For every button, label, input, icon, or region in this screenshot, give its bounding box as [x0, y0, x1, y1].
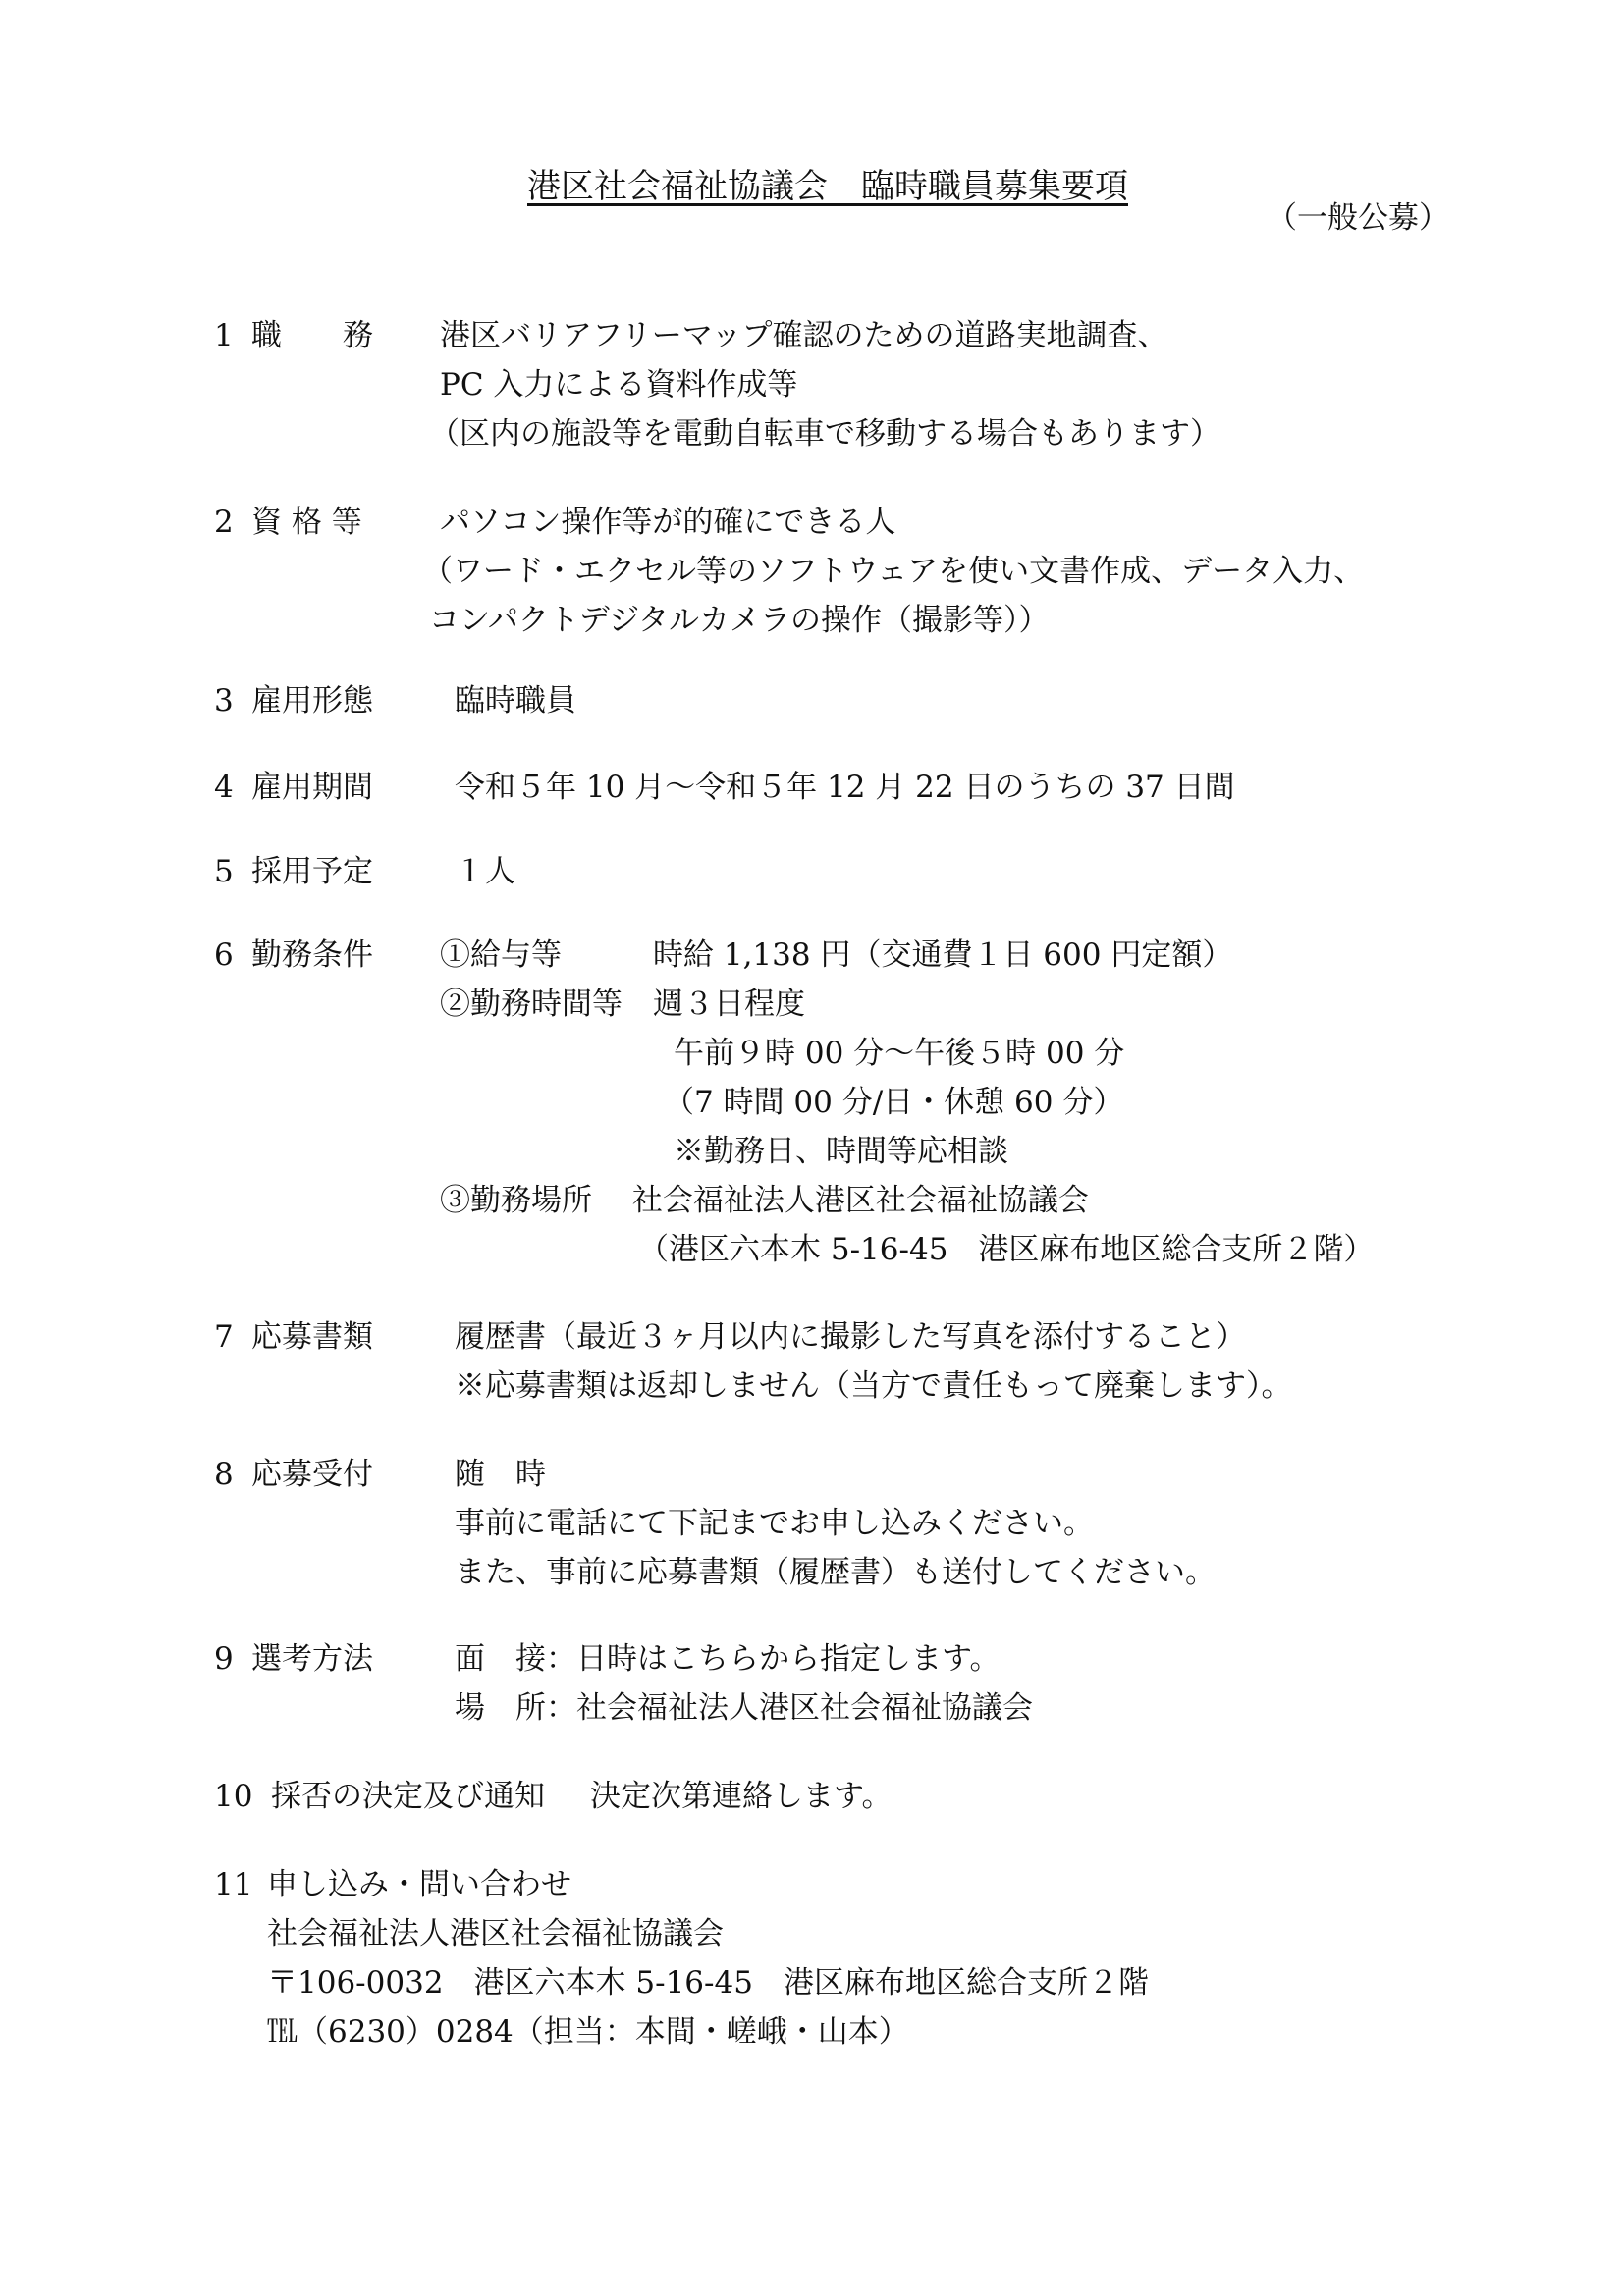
- item-5-label: 採用予定: [251, 854, 373, 889]
- item-3-line-1: 臨時職員: [455, 683, 576, 719]
- item-5-line-1: １人: [455, 854, 515, 889]
- item-6-line-7: （港区六本木 5-16-45 港区麻布地区総合支所２階）: [638, 1232, 1375, 1267]
- item-1-label: 職 務: [251, 318, 373, 353]
- item-6-line-2: ②勤務時間等 週３日程度: [440, 987, 805, 1022]
- page-subtitle: （一般公募）: [1267, 200, 1449, 236]
- item-9-number: 9: [214, 1641, 234, 1677]
- item-11-line-3: ℡（6230）0284（担当：本間・嵯峨・山本）: [267, 2014, 909, 2050]
- item-9-line-1: 面 接：日時はこちらから指定します。: [455, 1641, 1001, 1677]
- item-11-label: 申し込み・問い合わせ: [267, 1867, 571, 1902]
- item-9-label: 選考方法: [251, 1641, 373, 1677]
- item-1-line-2: PC 入力による資料作成等: [440, 367, 798, 402]
- item-8-line-3: また、事前に応募書類（履歴書）も送付してください。: [455, 1555, 1216, 1590]
- item-10-line-1: 決定次第連絡します。: [590, 1779, 893, 1814]
- item-4-label: 雇用期間: [251, 770, 373, 805]
- item-7-line-1: 履歴書（最近３ヶ月以内に撮影した写真を添付すること）: [455, 1319, 1246, 1355]
- item-9-line-2: 場 所：社会福祉法人港区社会福祉協議会: [455, 1690, 1033, 1726]
- item-10-number: 10: [214, 1779, 253, 1814]
- item-7-label: 応募書類: [251, 1319, 373, 1355]
- item-7-line-2: ※応募書類は返却しません（当方で責任もって廃棄します）。: [455, 1368, 1292, 1404]
- item-6-line-4: （7 時間 00 分/日・休憩 60 分）: [664, 1085, 1124, 1120]
- item-7-number: 7: [214, 1319, 234, 1355]
- item-8-label: 応募受付: [251, 1457, 373, 1492]
- item-1-line-1: 港区バリアフリーマップ確認のための道路実地調査、: [440, 318, 1168, 353]
- item-8-line-2: 事前に電話にて下記までお申し込みください。: [455, 1506, 1094, 1541]
- item-4-number: 4: [214, 770, 234, 805]
- item-2-line-1: パソコン操作等が的確にできる人: [440, 505, 896, 540]
- item-2-label: 資 格 等: [251, 505, 362, 540]
- item-2-number: 2: [214, 505, 234, 540]
- item-11-line-2: 〒106-0032 港区六本木 5-16-45 港区麻布地区総合支所２階: [267, 1965, 1149, 2001]
- item-5-number: 5: [214, 854, 234, 889]
- item-6-line-3: 午前９時 00 分～午後５時 00 分: [674, 1036, 1125, 1071]
- item-2-line-2: （ワード・エクセル等のソフトウェアを使い文書作成、データ入力、: [422, 554, 1365, 589]
- item-1-line-3: （区内の施設等を電動自転車で移動する場合もあります）: [429, 416, 1220, 452]
- page-title: 港区社会福祉協議会 臨時職員募集要項: [527, 167, 1128, 206]
- item-11-number: 11: [214, 1867, 253, 1902]
- item-6-line-1: ①給与等 時給 1,138 円（交通費１日 600 円定額）: [440, 937, 1233, 973]
- item-6-label: 勤務条件: [251, 937, 373, 973]
- item-11-line-1: 社会福祉法人港区社会福祉協議会: [267, 1916, 724, 1951]
- item-3-number: 3: [214, 683, 234, 719]
- item-8-line-1: 随 時: [455, 1457, 546, 1492]
- item-2-line-3: コンパクトデジタルカメラの操作（撮影等））: [429, 603, 1050, 638]
- item-4-line-1: 令和５年 10 月～令和５年 12 月 22 日のうちの 37 日間: [455, 770, 1235, 805]
- item-6-line-6: ③勤務場所 社会福祉法人港区社会福祉協議会: [440, 1183, 1089, 1218]
- item-10-label: 採否の決定及び通知: [271, 1779, 545, 1814]
- item-1-number: 1: [214, 318, 234, 353]
- item-8-number: 8: [214, 1457, 234, 1492]
- item-6-line-5: ※勤務日、時間等応相談: [674, 1134, 1008, 1169]
- item-6-number: 6: [214, 937, 234, 973]
- item-3-label: 雇用形態: [251, 683, 373, 719]
